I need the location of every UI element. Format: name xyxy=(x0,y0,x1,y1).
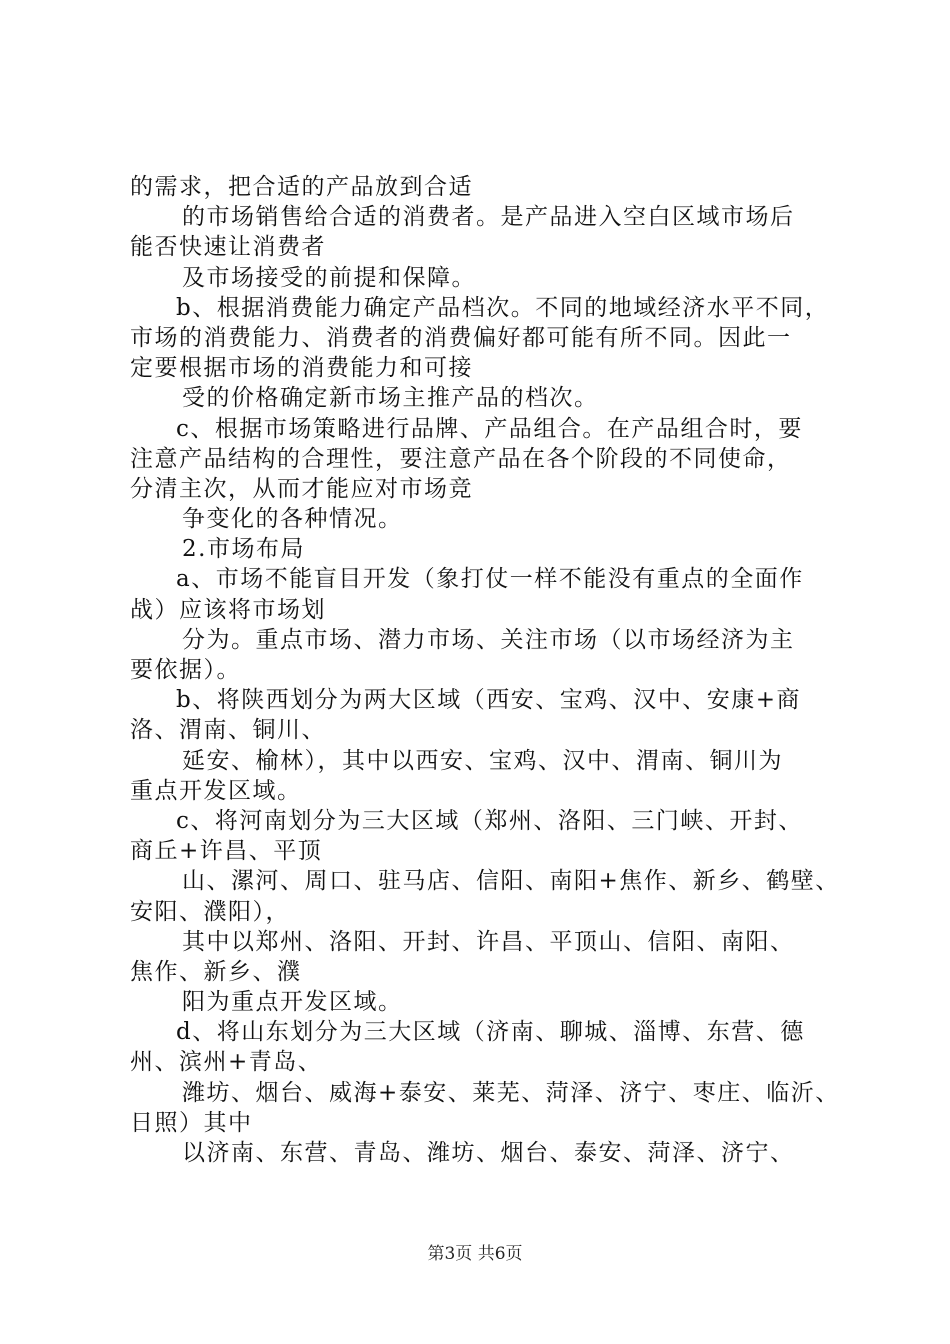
document-body xyxy=(130,172,838,1168)
text-line: 注意产品结构的合理性，要注意产品在各个阶段的不同使命， xyxy=(130,445,792,472)
text-line: 延安、榆林），其中以西安、宝鸡、汉中、渭南、铜川为 xyxy=(182,747,783,774)
section-heading: 2.市场布局 xyxy=(182,536,305,563)
text-line: b、将陕西划分为两大区域（西安、宝鸡、汉中、安康+商 xyxy=(176,687,801,714)
text-line: 日照）其中 xyxy=(130,1109,253,1136)
text-line: 潍坊、烟台、威海+泰安、莱芜、菏泽、济宁、枣庄、临沂、 xyxy=(182,1079,840,1106)
text-line: a、市场不能盲目开发（象打仗一样不能没有重点的全面作 xyxy=(176,566,804,593)
text-line: 洛、渭南、铜川、 xyxy=(130,717,326,744)
text-line: 能否快速让消费者 xyxy=(130,234,326,261)
text-line: 其中以郑州、洛阳、开封、许昌、平顶山、信阳、南阳、 xyxy=(182,928,795,955)
text-line: 争变化的各种情况。 xyxy=(182,506,403,533)
text-line: 要依据）。 xyxy=(130,657,241,683)
text-line: 分清主次，从而才能应对市场竞 xyxy=(130,475,473,502)
text-line: 定要根据市场的消费能力和可接 xyxy=(130,355,473,382)
text-line: 阳为重点开发区域。 xyxy=(182,989,403,1016)
page-footer xyxy=(0,1242,950,1266)
page-number-label: 第3页 共6页 xyxy=(427,1244,523,1264)
text-line: 及市场接受的前提和保障。 xyxy=(182,264,476,291)
text-line: 商丘+许昌、平顶 xyxy=(130,838,323,865)
text-line: 的需求，把合适的产品放到合适 xyxy=(130,174,473,200)
text-line: 以济南、东营、青岛、潍坊、烟台、泰安、菏泽、济宁、 xyxy=(182,1140,795,1166)
text-line: 战）应该将市场划 xyxy=(130,596,326,623)
text-line: 安阳、濮阳）， xyxy=(130,898,290,925)
text-line: 市场的消费能力、消费者的消费偏好都可能有所不同。因此一 xyxy=(130,324,792,351)
text-line: c、将河南划分为三大区域（郑州、洛阳、三门峡、开封、 xyxy=(176,807,803,834)
text-line: 受的价格确定新市场主推产品的档次。 xyxy=(182,385,599,412)
text-line: 山、漯河、周口、驻马店、信阳、南阳+焦作、新乡、鹤壁、 xyxy=(182,868,840,895)
text-line: c、根据市场策略进行品牌、产品组合。在产品组合时，要 xyxy=(176,415,803,442)
text-line: d、将山东划分为三大区域（济南、聊城、淄博、东营、德 xyxy=(176,1019,805,1046)
text-line: 的市场销售给合适的消费者。是产品进入空白区域市场后 xyxy=(182,204,795,231)
text-line: 州、滨州+青岛、 xyxy=(130,1049,323,1076)
text-line: 焦作、新乡、濮 xyxy=(130,958,302,985)
text-line: b、根据消费能力确定产品档次。不同的地域经济水平不同， xyxy=(176,294,830,321)
text-line: 重点开发区域。 xyxy=(130,777,302,804)
text-line: 分为。重点市场、潜力市场、关注市场（以市场经济为主 xyxy=(182,626,795,653)
